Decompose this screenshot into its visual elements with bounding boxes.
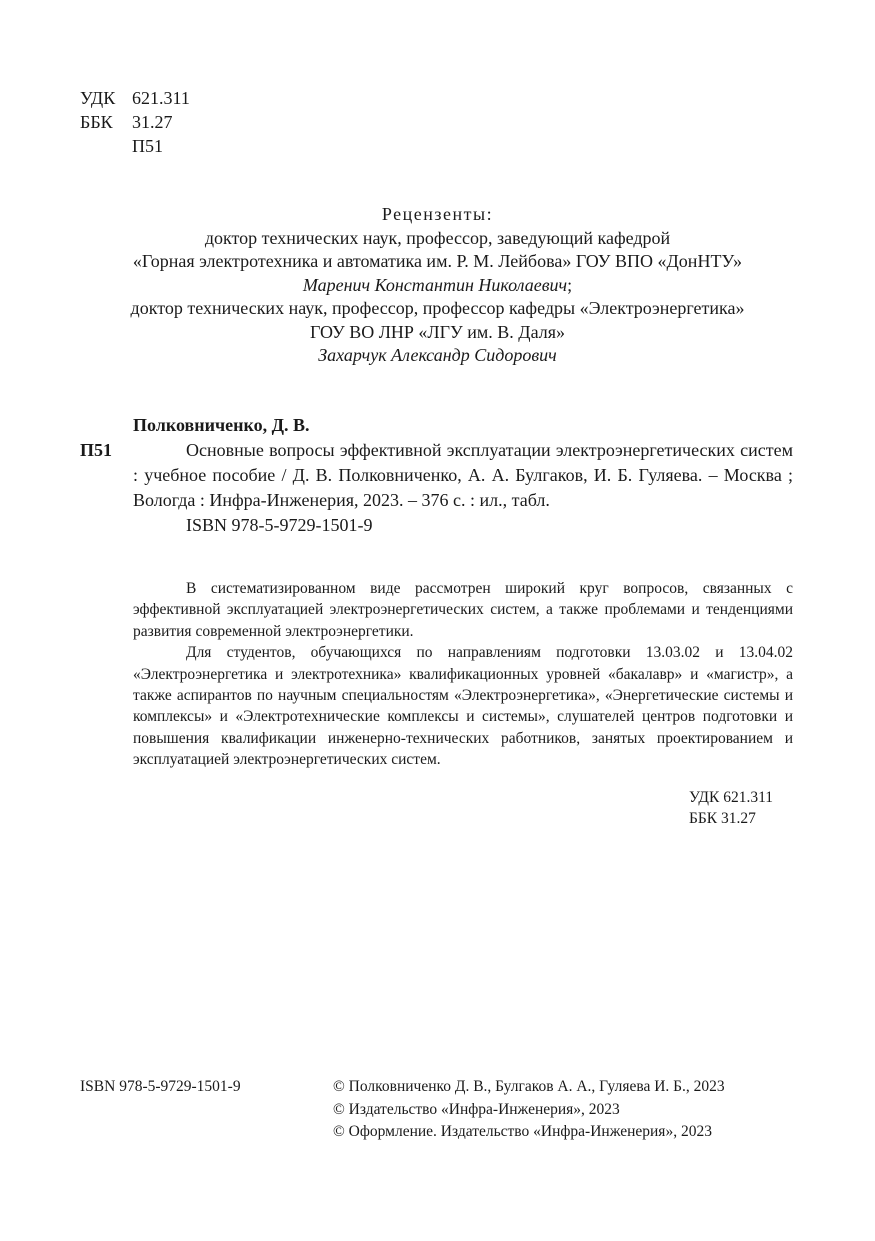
catalog-description-block <box>80 438 793 513</box>
reviewer-2-name: Захарчук Александр Сидорович <box>318 345 557 365</box>
bbk-summary: ББК 31.27 <box>689 810 756 828</box>
udk-row <box>80 86 190 110</box>
reviewers-heading: Рецензенты: <box>381 204 494 224</box>
catalog-author: Полковниченко, Д. В. <box>133 415 310 435</box>
classification-codes <box>80 86 190 158</box>
reviewers-block <box>0 203 875 368</box>
reviewer-separator: ; <box>567 274 573 295</box>
reviewer-1-name: Маренич Константин Николаевич <box>302 274 568 295</box>
copyright-line: © Полковниченко Д. В., Булгаков А. А., Гуляева И. Б., 2023 <box>333 1078 725 1095</box>
classification-codes-summary <box>689 787 773 830</box>
reviewer-2-affiliation: ГОУ ВО ЛНР «ЛГУ им. В. Даля» <box>310 321 565 342</box>
catalog-mark: П51 <box>80 440 113 460</box>
reviewer-1-affiliation: «Горная электротехника и автоматика им. Р. М. Лейбова» ГОУ ВПО «ДонНТУ» <box>132 251 743 271</box>
catalog-isbn: ISBN 978-5-9729-1501-9 <box>186 515 373 535</box>
abstract <box>133 578 793 771</box>
bbk-row <box>80 110 190 134</box>
imprint-isbn: ISBN 978-5-9729-1501-9 <box>80 1078 241 1095</box>
bbk-label: ББК <box>80 112 113 132</box>
author-mark: П51 <box>132 136 163 156</box>
reviewer-1-name-line <box>0 274 875 298</box>
reviewer-2-degree: доктор технических наук, профессор, профессор кафедры «Электроэнергетика» <box>130 298 745 318</box>
udk-label: УДК <box>80 88 116 108</box>
catalog-entry <box>80 413 793 538</box>
copyright-line: © Издательство «Инфра-Инженерия», 2023 <box>333 1100 620 1118</box>
udk-value: 621.311 <box>132 88 190 108</box>
udk-summary: УДК 621.311 <box>689 789 773 806</box>
copyright-line: © Оформление. Издательство «Инфра-Инженерия», 2023 <box>333 1123 712 1140</box>
abstract-paragraph: В систематизированном виде рассмотрен широкий круг вопросов, связанных с эффективной эксплуатацией электроэнергетических систем, а также проблемами и тенденциями развития современной электроэнергетики. <box>133 580 793 640</box>
bbk-value: 31.27 <box>132 112 173 132</box>
reviewer-1-degree: доктор технических наук, профессор, заведующий кафедрой <box>204 227 671 248</box>
catalog-description: Основные вопросы эффективной эксплуатации электроэнергетических систем : учебное пособие / Д. В. Полковниченко, А. А. Булгаков, И. Б. Гуляева. – Москва ; Вологда : Инфра-Инженерия, 2023. – 376 с. : ил., табл. <box>133 440 793 510</box>
copyright-block <box>333 1076 725 1144</box>
abstract-paragraph: Для студентов, обучающихся по направлениям подготовки 13.03.02 и 13.04.02 «Электроэнергетика и электротехника» квалификационных уровней «бакалавр» и «магистр», а также аспирантов по научным специальностям «Электроэнергетика», «Энергетические системы и комплексы» и «Электротехнические комплексы и системы», слушателей центров подготовки и повышения квалификации инженерно-технических работников, занятых проектированием и эксплуатацией электроэнергетических систем. <box>133 644 793 769</box>
